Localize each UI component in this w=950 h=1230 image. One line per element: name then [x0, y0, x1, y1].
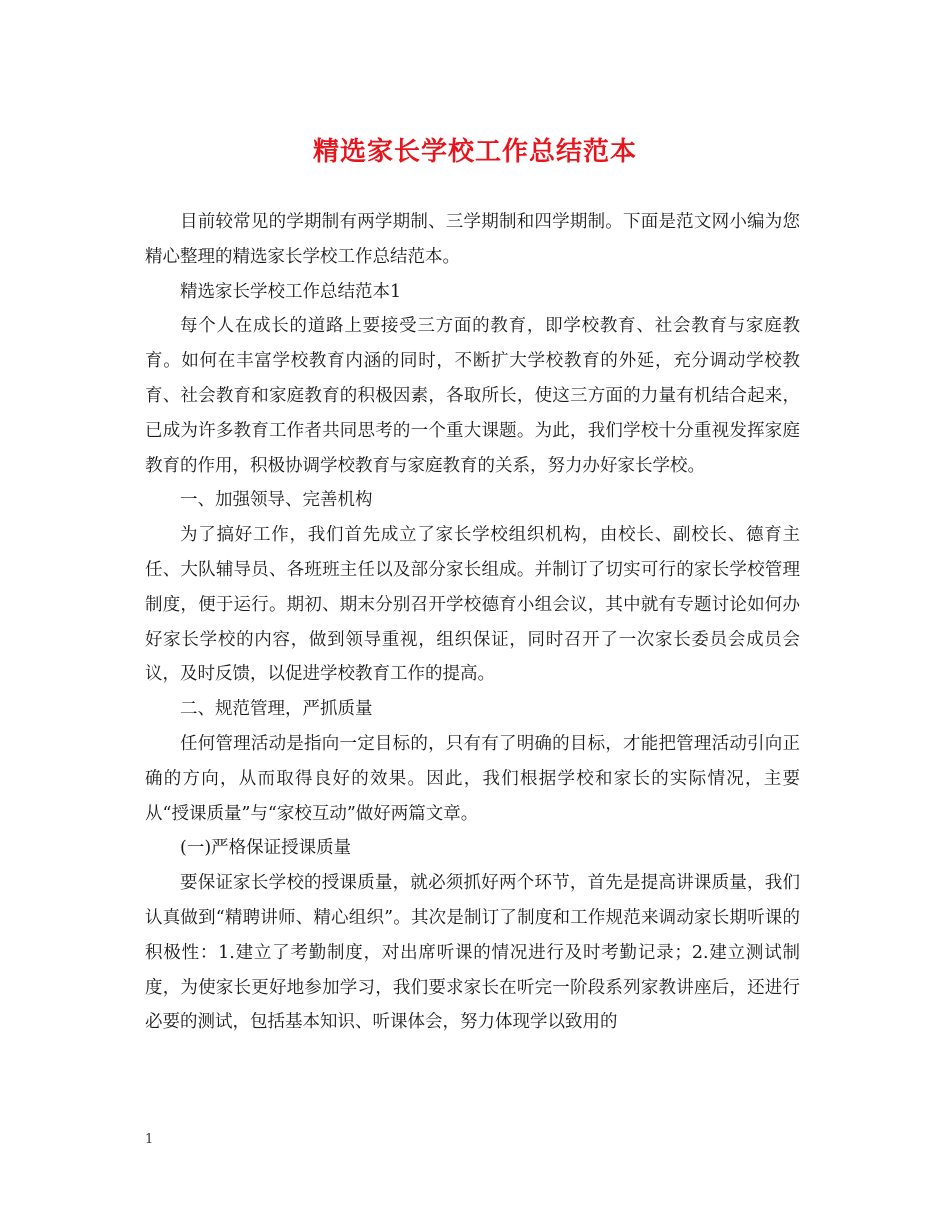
paragraph-management: 任何管理活动是指向一定目标的，只有有了明确的目标，才能把管理活动引向正确的方向，从而取得良好的效果。因此，我们根据学校和家长的实际情况，主要从“授课质量”与“家校互动”做好两篇文章。 — [145, 733, 800, 824]
document-title: 精选家长学校工作总结范本 — [312, 137, 637, 167]
paragraph-organization: 为了搞好工作，我们首先成立了家长学校组织机构，由校长、副校长、德育主任、大队辅导员、各班班主任以及部分家长组成。并制订了切实可行的家长学校管理制度，便于运行。期初、期末分别召开学校德育小组会议，其中就有专题讨论如何办好家长学校的内容，做到领导重视，组织保证，同时召开了一次家长委员会成员会议，及时反馈，以促进学校教育工作的提高。 — [145, 525, 800, 685]
section-heading-1: 一、加强领导、完善机构 — [180, 490, 373, 511]
document-body — [145, 205, 800, 1040]
section-heading-2: 二、规范管理，严抓质量 — [180, 699, 373, 720]
paragraph-subtitle: 精选家长学校工作总结范本1 — [180, 281, 402, 302]
subsection-heading-1: (一)严格保证授课质量 — [180, 838, 352, 859]
paragraph-education: 每个人在成长的道路上要接受三方面的教育，即学校教育、社会教育与家庭教育。如何在丰富学校教育内涵的同时，不断扩大学校教育的外延，充分调动学校教育、社会教育和家庭教育的积极因素，各取所长，使这三方面的力量有机结合起来，已成为许多教育工作者共同思考的一个重大课题。为此，我们学校十分重视发挥家庭教育的作用，积极协调学校教育与家庭教育的关系，努力办好家长学校。 — [145, 316, 800, 476]
paragraph-intro: 目前较常见的学期制有两学期制、三学期制和四学期制。下面是范文网小编为您精心整理的精选家长学校工作总结范本。 — [145, 212, 800, 267]
page-number: 1 — [145, 1132, 154, 1147]
paragraph-quality: 要保证家长学校的授课质量，就必须抓好两个环节，首先是提高讲课质量，我们认真做到“精聘讲师、精心组织”。其次是制订了制度和工作规范来调动家长期听课的积极性：1.建立了考勤制度，对出席听课的情况进行及时考勤记录；2.建立测试制度，为使家长更好地参加学习，我们要求家长在听完一阶段系列家教讲座后，还进行必要的测试，包括基本知识、听课体会，努力体现学以致用的 — [145, 873, 800, 1033]
